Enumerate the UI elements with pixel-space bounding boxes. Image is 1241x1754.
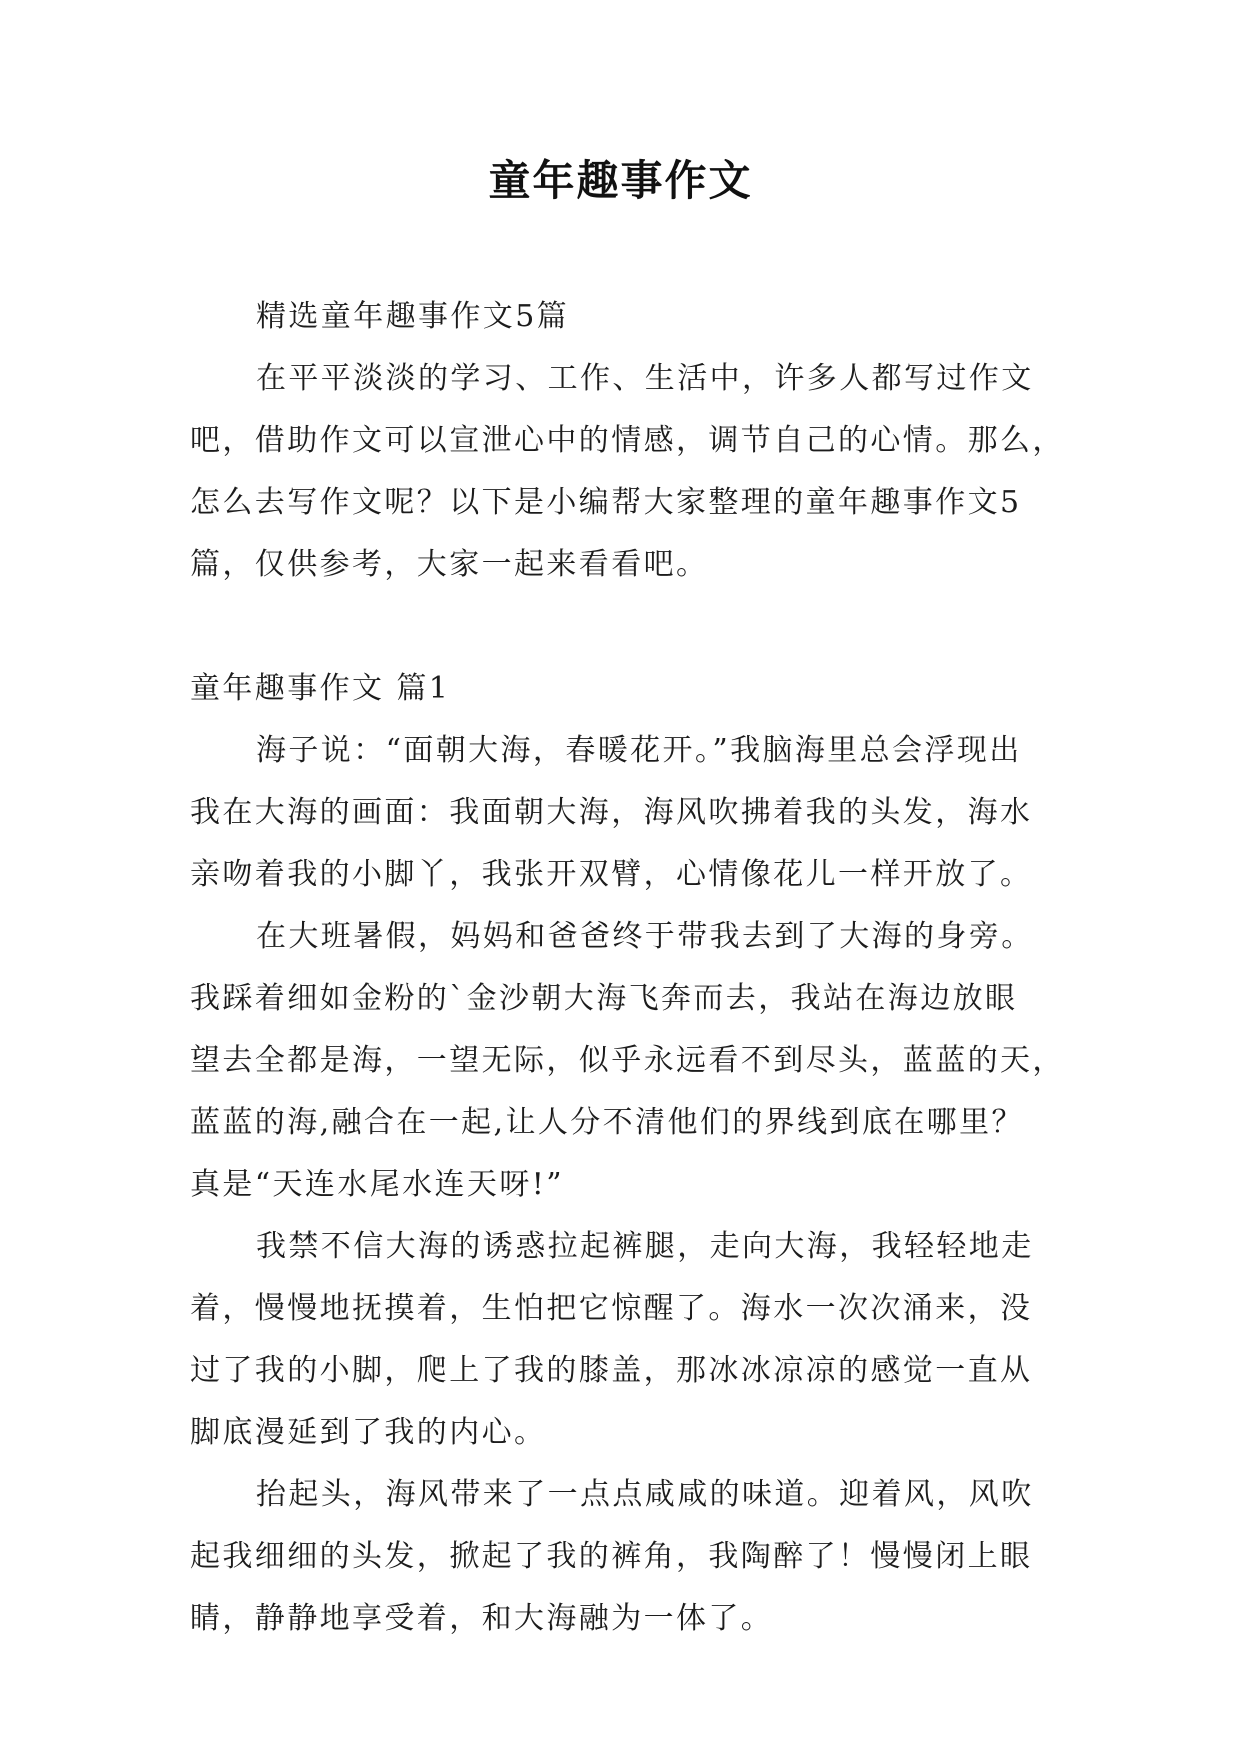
paragraph-line: 蓝蓝的海,融合在一起,让人分不清他们的界线到底在哪里？ bbox=[190, 1105, 1024, 1140]
paragraph-line: 脚底漫延到了我的内心。 bbox=[190, 1415, 547, 1450]
paragraph-line: 过了我的小脚，爬上了我的膝盖，那冰冰凉凉的感觉一直从 bbox=[190, 1353, 1033, 1388]
blank-line bbox=[190, 596, 1050, 658]
intro-line: 吧，借助作文可以宣泄心中的情感，调节自己的心情。那么， bbox=[190, 423, 1065, 458]
paragraph-line: 起我细细的头发，掀起了我的裤角，我陶醉了！慢慢闭上眼 bbox=[190, 1539, 1033, 1574]
paragraph bbox=[190, 720, 1050, 906]
paragraph-line: 我踩着细如金粉的`金沙朝大海飞奔而去，我站在海边放眼 bbox=[190, 981, 1018, 1016]
section-heading: 童年趣事作文 篇1 bbox=[190, 671, 451, 706]
paragraph-line: 真是“天连水尾水连天呀!” bbox=[190, 1167, 564, 1202]
subtitle: 精选童年趣事作文5篇 bbox=[256, 299, 570, 334]
paragraph-line: 我禁不信大海的诱惑拉起裤腿，走向大海，我轻轻地走 bbox=[256, 1229, 1034, 1264]
paragraph bbox=[190, 1216, 1050, 1464]
paragraph-line: 亲吻着我的小脚丫，我张开双臂，心情像花儿一样开放了。 bbox=[190, 857, 1033, 892]
paragraph bbox=[190, 1464, 1050, 1650]
intro-line: 怎么去写作文呢？以下是小编帮大家整理的童年趣事作文5 bbox=[190, 485, 1022, 520]
paragraph-line: 着，慢慢地抚摸着，生怕把它惊醒了。海水一次次涌来，没 bbox=[190, 1291, 1033, 1326]
paragraph-line: 海子说：“面朝大海，春暖花开。”我脑海里总会浮现出 bbox=[256, 733, 1022, 768]
paragraph-line: 在大班暑假，妈妈和爸爸终于带我去到了大海的身旁。 bbox=[256, 919, 1034, 954]
paragraph-line: 抬起头，海风带来了一点点咸咸的味道。迎着风，风吹 bbox=[256, 1477, 1034, 1512]
paragraph-line: 望去全都是海，一望无际，似乎永远看不到尽头，蓝蓝的天， bbox=[190, 1043, 1065, 1078]
intro-line: 在平平淡淡的学习、工作、生活中，许多人都写过作文 bbox=[256, 361, 1034, 396]
intro-paragraph bbox=[190, 348, 1065, 596]
paragraph-line: 我在大海的画面：我面朝大海，海风吹拂着我的头发，海水 bbox=[190, 795, 1033, 830]
document-body bbox=[190, 286, 1065, 1650]
document-title: 童年趣事作文 bbox=[488, 156, 753, 205]
paragraph-line: 睛，静静地享受着，和大海融为一体了。 bbox=[190, 1601, 774, 1636]
paragraph bbox=[190, 906, 1065, 1216]
intro-line: 篇，仅供参考，大家一起来看看吧。 bbox=[190, 547, 709, 582]
